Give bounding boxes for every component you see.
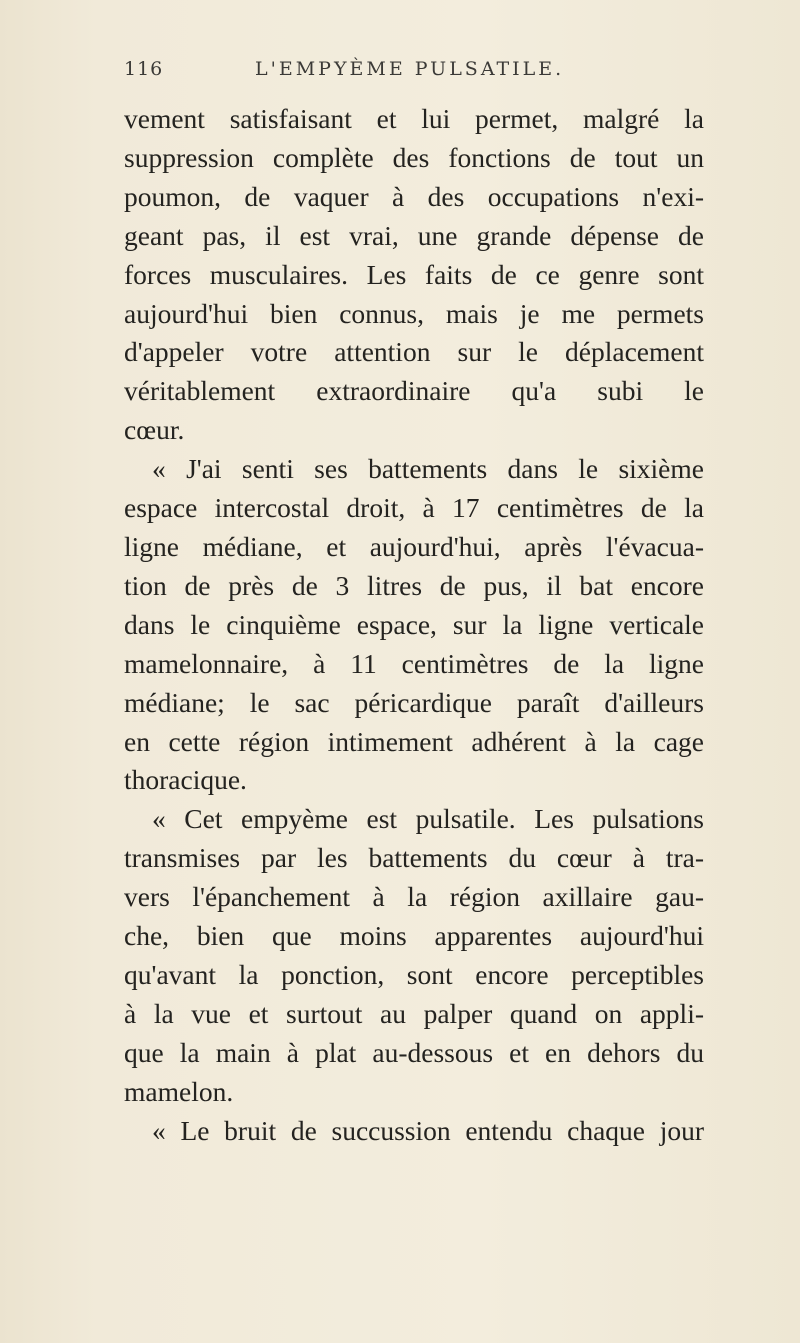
text-line: mamelon.: [124, 1075, 234, 1107]
text-line: vement satisfaisant et lui permet, malgré la: [124, 103, 704, 134]
body-text: [124, 100, 704, 1150]
text-line: espace intercostal droit, à 17 centimètres de la: [124, 492, 704, 524]
paragraph: [124, 1112, 704, 1151]
text-line: « J'ai senti ses battements dans le sixième: [152, 453, 704, 485]
text-line: « Le bruit de succussion entendu chaque jour: [152, 1114, 704, 1146]
text-line: qu'avant la ponction, sont encore perceptibles: [124, 958, 704, 990]
text-line: « Cet empyème est pulsatile. Les pulsations: [152, 803, 704, 835]
text-line: mamelonnaire, à 11 centimètres de la ligne: [124, 647, 704, 679]
text-line: thoracique.: [124, 764, 247, 796]
text-line: que la main à plat au-dessous et en dehors du: [124, 1036, 704, 1068]
text-line: ligne médiane, et aujourd'hui, après l'évacua-: [124, 530, 704, 562]
text-line: suppression complète des fonctions de tout un: [124, 141, 704, 173]
text-line: tion de près de 3 litres de pus, il bat encore: [124, 569, 704, 601]
text-line: en cette région intimement adhérent à la cage: [124, 725, 704, 757]
text-line: poumon, de vaquer à des occupations n'exi-: [124, 180, 704, 212]
text-line: à la vue et surtout au palper quand on appli-: [124, 997, 704, 1029]
text-line: véritablement extraordinaire qu'a subi le: [124, 375, 704, 407]
text-line: médiane; le sac péricardique paraît d'ailleurs: [124, 686, 704, 718]
text-line: aujourd'hui bien connus, mais je me permets: [124, 297, 704, 329]
page-number: 116: [124, 58, 164, 80]
text-line: cœur.: [124, 414, 185, 446]
text-line: transmises par les battements du cœur à tra-: [124, 842, 704, 874]
text-line: vers l'épanchement à la région axillaire gau-: [124, 881, 704, 913]
text-line: geant pas, il est vrai, une grande dépense de: [124, 219, 704, 251]
text-line: forces musculaires. Les faits de ce genre sont: [124, 258, 704, 290]
paragraph: [124, 450, 704, 800]
running-title: L'EMPYÈME PULSATILE.: [255, 58, 565, 80]
paragraph: [124, 800, 704, 1111]
text-line: dans le cinquième espace, sur la ligne verticale: [124, 608, 704, 640]
paragraph: [124, 100, 704, 450]
text-line: d'appeler votre attention sur le déplacement: [124, 336, 704, 368]
page-header: [124, 58, 704, 88]
text-line: che, bien que moins apparentes aujourd'hui: [124, 920, 704, 952]
